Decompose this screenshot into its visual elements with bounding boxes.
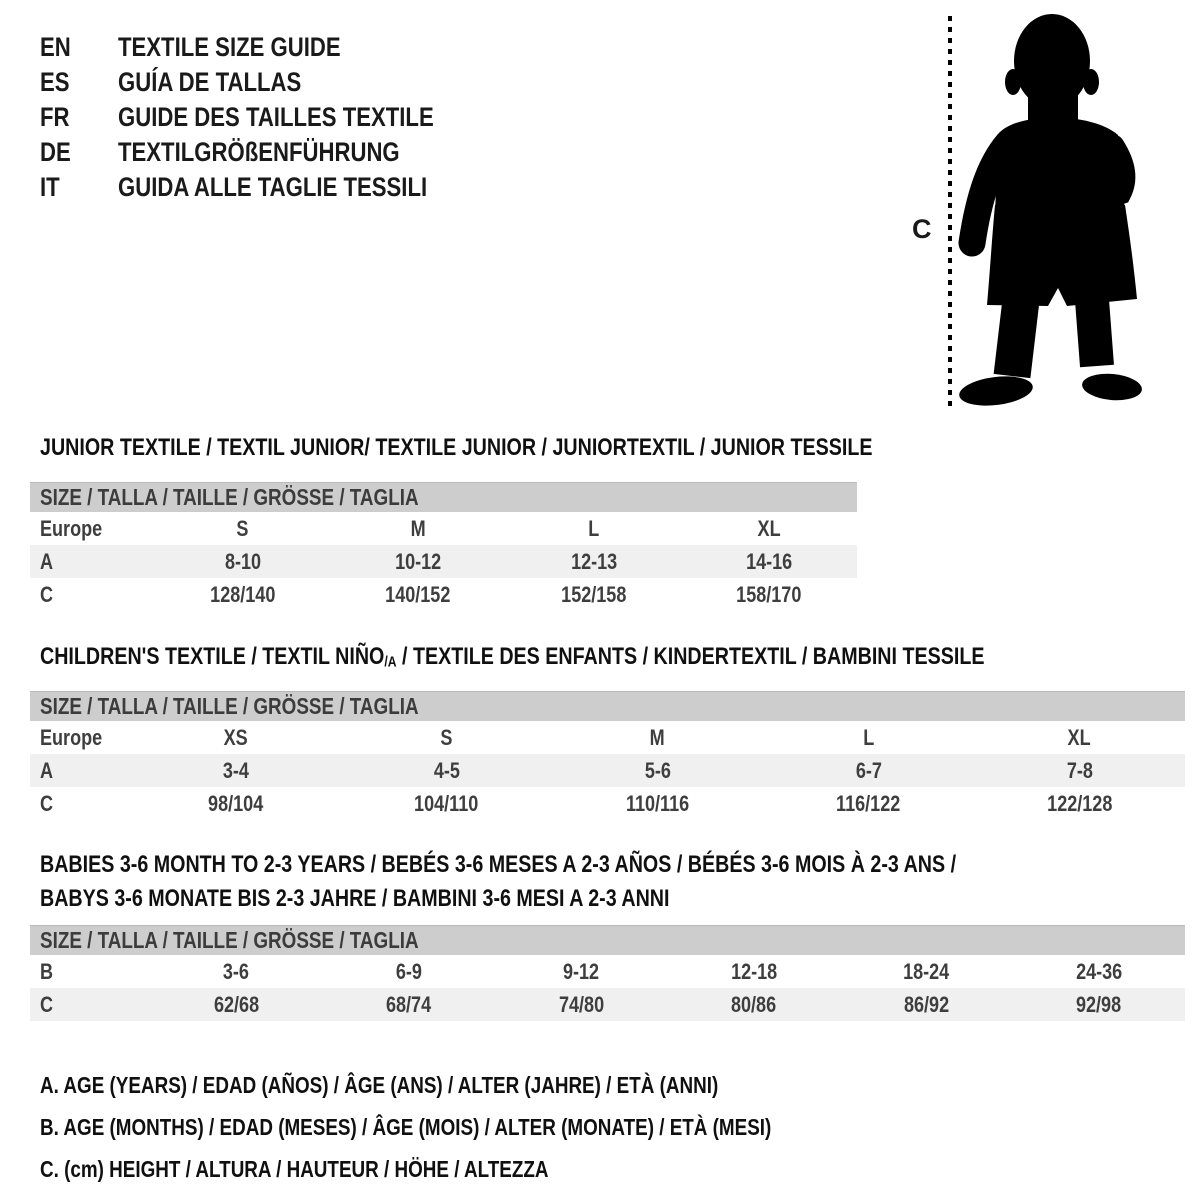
children-section-title: CHILDREN'S TEXTILE / TEXTIL NIÑO/A / TEXTILE DES ENFANTS / KINDERTEXTIL / BAMBINI TESSILE bbox=[40, 643, 985, 671]
baby-silhouette bbox=[958, 14, 1143, 409]
size-cell: 3-6 bbox=[223, 958, 250, 984]
guide-title: TEXTILE SIZE GUIDE bbox=[118, 32, 341, 62]
size-cell: M bbox=[410, 515, 426, 541]
size-cell: 98/104 bbox=[207, 790, 264, 816]
table-header-bar: SIZE / TALLA / TAILLE / GRÖSSE / TAGLIA bbox=[30, 482, 857, 512]
nino-a-subscript: /A bbox=[384, 654, 397, 671]
row-label-cell: A bbox=[40, 548, 54, 574]
table-row bbox=[30, 578, 857, 611]
size-cell: 116/122 bbox=[836, 790, 901, 816]
note-age-years: A. AGE (YEARS) / EDAD (AÑOS) / ÂGE (ANS) / ALTER (JAHRE) / ETÀ (ANNI) bbox=[40, 1072, 719, 1098]
children-size-table bbox=[30, 691, 1185, 820]
size-cell: L bbox=[862, 724, 875, 750]
table-row bbox=[30, 721, 1185, 754]
language-title-list bbox=[40, 30, 503, 205]
row-label-cell: Europe bbox=[40, 724, 103, 750]
size-cell: 122/128 bbox=[1046, 790, 1113, 816]
size-cell: 9-12 bbox=[563, 958, 600, 984]
table-row bbox=[30, 787, 1185, 820]
table-row bbox=[30, 754, 1185, 787]
row-label-cell: C bbox=[40, 790, 54, 816]
language-code: DE bbox=[40, 137, 71, 167]
language-code: FR bbox=[40, 102, 70, 132]
table-header-bar: SIZE / TALLA / TAILLE / GRÖSSE / TAGLIA bbox=[30, 925, 1185, 955]
size-cell: S bbox=[440, 724, 453, 750]
note-height-cm: C. (cm) HEIGHT / ALTURA / HAUTEUR / HÖHE / ALTEZZA bbox=[40, 1156, 549, 1182]
size-cell: 10-12 bbox=[395, 548, 442, 574]
guide-title: GUIDA ALLE TAGLIE TESSILI bbox=[118, 172, 428, 202]
baby-silhouette-graphic bbox=[900, 0, 1150, 430]
row-label-cell: A bbox=[40, 757, 54, 783]
size-cell: S bbox=[236, 515, 249, 541]
guide-title: TEXTILGRÖßENFÜHRUNG bbox=[118, 137, 400, 167]
legend-notes bbox=[40, 1064, 932, 1190]
table-row bbox=[30, 988, 1185, 1021]
size-cell: 62/68 bbox=[213, 991, 259, 1017]
size-cell: 8-10 bbox=[224, 548, 261, 574]
language-row bbox=[40, 30, 503, 65]
size-cell: 12-13 bbox=[570, 548, 617, 574]
size-cell: 18-24 bbox=[903, 958, 950, 984]
size-cell: XL bbox=[1067, 724, 1092, 750]
junior-section-title: JUNIOR TEXTILE / TEXTIL JUNIOR/ TEXTILE JUNIOR / JUNIORTEXTIL / JUNIOR TESSILE bbox=[40, 434, 873, 461]
height-measure-label: C bbox=[912, 214, 932, 244]
size-cell: 4-5 bbox=[433, 757, 460, 783]
junior-size-table bbox=[30, 482, 857, 611]
size-cell: 6-9 bbox=[395, 958, 422, 984]
babies-section-title-line1: BABIES 3-6 MONTH TO 2-3 YEARS / BEBÉS 3-6 MESES A 2-3 AÑOS / BÉBÉS 3-6 MOIS À 2-3 ANS / bbox=[40, 851, 957, 878]
babies-size-table bbox=[30, 925, 1185, 1021]
size-cell: 152/158 bbox=[561, 581, 627, 607]
language-row bbox=[40, 170, 503, 205]
table-header-bar: SIZE / TALLA / TAILLE / GRÖSSE / TAGLIA bbox=[30, 691, 1185, 721]
size-cell: 7-8 bbox=[1066, 757, 1093, 783]
guide-title: GUÍA DE TALLAS bbox=[118, 67, 302, 97]
row-label-cell: Europe bbox=[40, 515, 103, 541]
guide-title: GUIDE DES TAILLES TEXTILE bbox=[118, 102, 434, 132]
language-row bbox=[40, 65, 503, 100]
note-age-months: B. AGE (MONTHS) / EDAD (MESES) / ÂGE (MOIS) / ALTER (MONATE) / ETÀ (MESI) bbox=[40, 1114, 772, 1140]
size-cell: XL bbox=[757, 515, 781, 541]
size-cell: M bbox=[649, 724, 666, 750]
size-cell: 92/98 bbox=[1076, 991, 1122, 1017]
row-label-cell: B bbox=[40, 958, 54, 984]
size-cell: 14-16 bbox=[746, 548, 793, 574]
language-row bbox=[40, 100, 503, 135]
size-cell: 128/140 bbox=[210, 581, 276, 607]
size-cell: 68/74 bbox=[386, 991, 432, 1017]
language-code: ES bbox=[40, 67, 70, 97]
size-cell: 3-4 bbox=[222, 757, 249, 783]
row-label-cell: C bbox=[40, 581, 54, 607]
size-cell: 86/92 bbox=[903, 991, 949, 1017]
size-cell: 110/116 bbox=[625, 790, 690, 816]
table-row bbox=[30, 545, 857, 578]
language-code: EN bbox=[40, 32, 71, 62]
size-cell: 158/170 bbox=[736, 581, 802, 607]
row-label-cell: C bbox=[40, 991, 54, 1017]
size-cell: 80/86 bbox=[731, 991, 777, 1017]
size-cell: 5-6 bbox=[644, 757, 671, 783]
language-row bbox=[40, 135, 503, 170]
size-cell: 74/80 bbox=[558, 991, 604, 1017]
table-row bbox=[30, 955, 1185, 988]
size-cell: 140/152 bbox=[385, 581, 451, 607]
size-cell: 104/110 bbox=[414, 790, 479, 816]
size-cell: L bbox=[588, 515, 600, 541]
language-code: IT bbox=[40, 172, 60, 202]
babies-section-title-line2: BABYS 3-6 MONATE BIS 2-3 JAHRE / BAMBINI 3-6 MESI A 2-3 ANNI bbox=[40, 885, 670, 912]
size-cell: 24-36 bbox=[1075, 958, 1122, 984]
size-cell: 6-7 bbox=[855, 757, 882, 783]
table-row bbox=[30, 512, 857, 545]
size-cell: XS bbox=[223, 724, 248, 750]
size-cell: 12-18 bbox=[730, 958, 777, 984]
